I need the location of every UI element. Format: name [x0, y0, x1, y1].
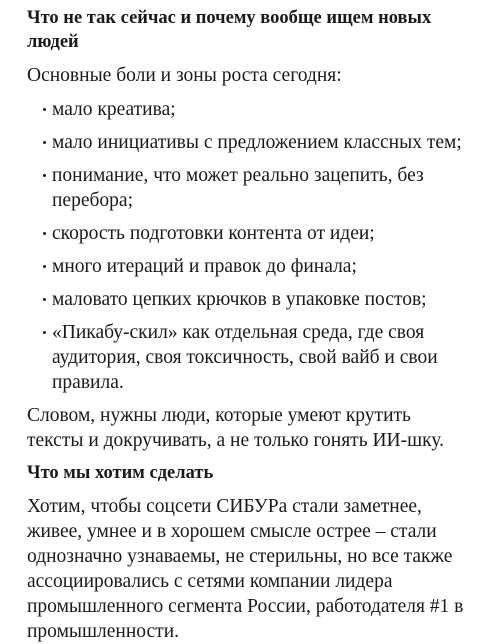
pain-points-list	[27, 97, 467, 395]
bullet-icon	[43, 108, 46, 111]
bullet-icon	[43, 331, 46, 334]
summary-paragraph: Словом, нужны люди, которые умеют крутить тексты и докручивать, а не только гонять ИИ-шку.	[27, 405, 445, 451]
list-item: много итераций и правок до финала;	[27, 254, 467, 279]
bullet-icon	[43, 298, 46, 301]
list-item: мало креатива;	[27, 97, 467, 122]
bullet-icon	[43, 265, 46, 268]
intro-paragraph: Основные боли и зоны роста сегодня:	[27, 65, 342, 86]
bullet-icon	[43, 174, 46, 177]
bullet-icon	[43, 141, 46, 144]
list-item: мало инициативы с предложением классных тем;	[27, 130, 467, 155]
bullet-icon	[43, 232, 46, 235]
list-item: маловато цепких крючков в упаковке постов;	[27, 287, 467, 312]
section-heading-goals: Что мы хотим сделать	[27, 463, 214, 483]
goal-paragraph: Хотим, чтобы соцсети СИБУРа стали заметнее, живее, умнее и в хорошем смысле острее – стали однозначно узнаваемы, не стерильны, но все также ассоциировались с сетями компании лидера промышленного сегмента России, работодателя #1 в промышленности.	[27, 496, 464, 642]
document-body	[27, 6, 467, 644]
list-item: понимание, что может реально зацепить, без перебора;	[27, 163, 467, 213]
list-item: «Пикабу-скил» как отдельная среда, где своя аудитория, своя токсичность, свой вайб и свои правила.	[27, 320, 467, 395]
section-heading-problems: Что не так сейчас и почему вообще ищем новых людей	[27, 8, 432, 52]
list-item: скорость подготовки контента от идеи;	[27, 221, 467, 246]
